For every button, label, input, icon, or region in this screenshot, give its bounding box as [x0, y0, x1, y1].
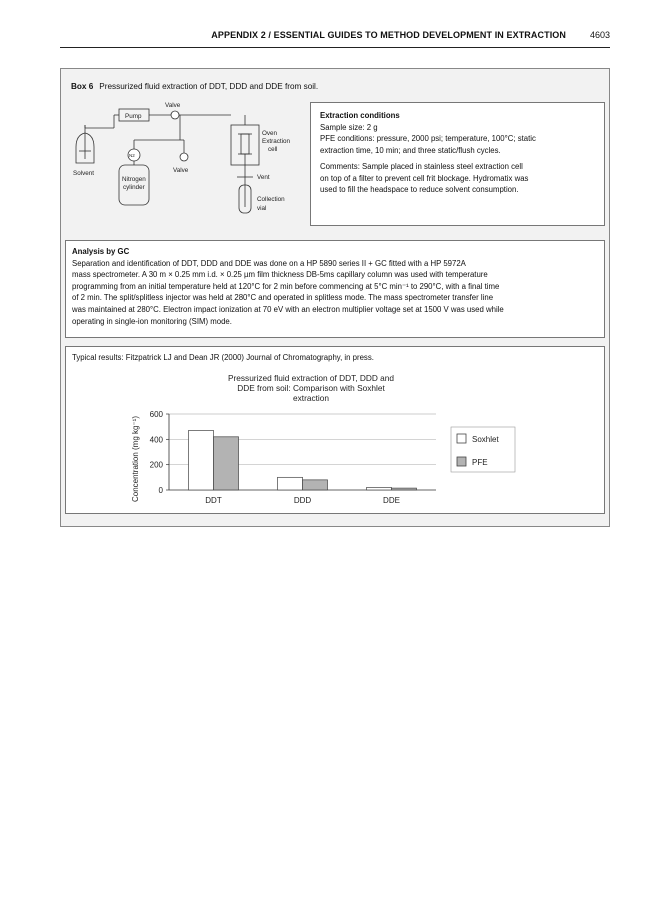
y-tick-label: 600: [149, 410, 163, 419]
comments-line: on top of a filter to prevent cell frit blockage. Hydromatix was: [320, 173, 529, 183]
gc-line: mass spectrometer. A 30 m × 0.25 mm i.d. × 0.25 µm film thickness DB-5ms capillary column was used with temperature: [72, 270, 488, 280]
label-n2: N2: [129, 153, 135, 158]
label-solvent: Solvent: [73, 170, 95, 177]
extraction-line: extraction time, 10 min; and three static/flush cycles.: [320, 145, 501, 155]
running-title: APPENDIX 2 / ESSENTIAL GUIDES TO METHOD DEVELOPMENT IN EXTRACTION: [211, 30, 566, 40]
x-tick-label: DDT: [205, 496, 222, 505]
legend-swatch-soxhlet: [457, 434, 466, 443]
label-oven: Oven: [262, 130, 278, 137]
legend-label-pfe: PFE: [472, 458, 488, 467]
running-head: [60, 30, 610, 44]
bar-pfe-dde: [392, 488, 417, 490]
gc-title: Analysis by GC: [72, 247, 130, 256]
box-caption-text: Pressurized fluid extraction of DDT, DDD and DDE from soil.: [99, 82, 319, 91]
gc-line: operating in single-ion monitoring (SIM) mode.: [72, 316, 232, 326]
extraction-cell: [241, 134, 249, 154]
page-number: 4603: [589, 30, 610, 40]
results-caption: Typical results: Fitzpatrick LJ and Dean JR (2000) Journal of Chromatography, in press.: [72, 353, 374, 362]
gc-line: Separation and identification of DDT, DDD and DDE was done on a HP 5890 series II + GC fitted with a HP 5972A: [72, 258, 466, 268]
label-nitrogen-1: Nitrogen: [122, 176, 146, 183]
y-tick-label: 200: [149, 460, 163, 470]
y-axis-label: Concentration (mg kg⁻¹): [131, 415, 140, 503]
chart-title-line-1: Pressurized fluid extraction of DDT, DDD and: [227, 373, 395, 383]
label-nitrogen-2: cylinder: [123, 184, 145, 191]
extraction-conditions-panel: [310, 102, 605, 226]
bar-soxhlet-dde: [367, 487, 392, 490]
label-collection-2: vial: [257, 205, 267, 212]
gc-line: was maintained at 280°C. Electron impact ionization at 70 eV with an electron multiplier voltage set at 1500 V was used while: [72, 304, 504, 314]
extraction-title: Extraction conditions: [320, 111, 400, 120]
label-vent: Vent: [257, 174, 270, 181]
valve-top: [171, 111, 179, 119]
label-valve-top: Valve: [165, 102, 181, 109]
y-tick-label: 400: [149, 435, 163, 445]
box-6: [60, 68, 610, 527]
legend-label-soxhlet: Soxhlet: [472, 435, 499, 444]
label-collection-1: Collection: [257, 196, 285, 203]
header-rule: [60, 47, 610, 48]
chart-title-line-3: extraction: [293, 393, 329, 403]
box-label: Box 6: [71, 82, 94, 91]
box-caption: [71, 82, 318, 91]
label-extraction-cell-2: cell: [268, 146, 278, 153]
gc-analysis-panel: [65, 240, 605, 338]
label-pump: Pump: [125, 113, 142, 120]
comments-line: Comments: Sample placed in stainless steel extraction cell: [320, 162, 523, 171]
bar-pfe-ddd: [303, 480, 328, 490]
y-tick-label: 0: [158, 486, 163, 495]
label-valve-bottom: Valve: [173, 167, 189, 174]
label-extraction-cell-1: Extraction: [262, 138, 290, 145]
comments-line: used to fill the headspace to reduce solvent consumption.: [320, 185, 519, 194]
extraction-line: PFE conditions: pressure, 2000 psi; temperature, 100°C; static: [320, 134, 536, 143]
bar-soxhlet-ddt: [189, 430, 214, 490]
bar-soxhlet-ddd: [278, 477, 303, 490]
x-tick-label: DDD: [293, 496, 312, 505]
extraction-line: Sample size: 2 g: [320, 122, 378, 132]
results-panel: [65, 346, 605, 514]
x-tick-label: DDE: [383, 496, 400, 505]
legend-swatch-pfe: [457, 457, 466, 466]
bar-pfe-ddt: [214, 437, 239, 490]
valve-bottom: [180, 153, 188, 161]
gc-line: programming from an initial temperature held at 120°C for 2 min before commencing at 5°C min⁻¹ to 290°C, with a final time: [72, 281, 500, 291]
comparison-chart: [66, 347, 606, 515]
gc-line: of 2 min. The split/splitless injector was held at 280°C and operated in splitless mode. The mass spectrometer transfer line: [72, 293, 494, 303]
apparatus-diagram: [69, 95, 304, 225]
chart-title-line-2: DDE from soil: Comparison with Soxhlet: [237, 383, 385, 393]
